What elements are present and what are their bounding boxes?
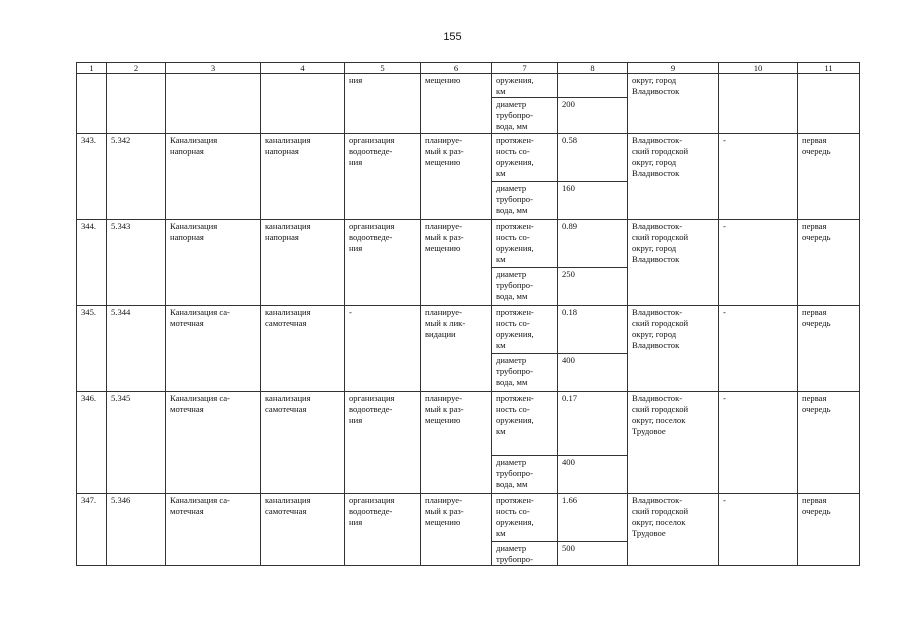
stage-cell: первая очередь: [798, 220, 860, 306]
characteristic-label: диаметр трубопро- вода, мм: [492, 354, 558, 392]
purpose-cell: организация водоотведе- ния: [345, 392, 421, 494]
number-cell: 343.: [77, 134, 107, 220]
stage-cell: первая очередь: [798, 392, 860, 494]
location-cell: округ, город Владивосток: [628, 74, 719, 134]
characteristic-value: 0.58: [558, 134, 628, 182]
location-cell: Владивосток- ский городской округ, город Владивосток: [628, 306, 719, 392]
table-row: [77, 392, 860, 456]
column-10-cell: -: [719, 134, 798, 220]
characteristic-value: 400: [558, 456, 628, 494]
name-cell: Канализация са- мотечная: [166, 494, 261, 566]
code-cell: 5.346: [107, 494, 166, 566]
characteristic-label: диаметр трубопро- вода, мм: [492, 182, 558, 220]
stage-cell: первая очередь: [798, 306, 860, 392]
continuation-row-length: [77, 74, 860, 98]
status-cell: планируе- мый к раз- мещению: [421, 494, 492, 566]
name-cell: Канализация напорная: [166, 220, 261, 306]
characteristic-label: протяжен- ность со- оружения, км: [492, 494, 558, 542]
characteristic-label: диаметр трубопро- вода, мм: [492, 268, 558, 306]
name-cell: Канализация са- мотечная: [166, 306, 261, 392]
page-number: 155: [443, 31, 462, 43]
column-number: 9: [628, 63, 719, 74]
status-cell: планируе- мый к раз- мещению: [421, 220, 492, 306]
column-number: 3: [166, 63, 261, 74]
table-row: [77, 306, 860, 354]
type-cell: канализация самотечная: [261, 494, 345, 566]
number-cell: 346.: [77, 392, 107, 494]
number-cell: 345.: [77, 306, 107, 392]
characteristic-value: 0.89: [558, 220, 628, 268]
code-cell: 5.345: [107, 392, 166, 494]
characteristic-label: протяжен- ность со- оружения, км: [492, 134, 558, 182]
type-cell: [261, 74, 345, 134]
purpose-cell: -: [345, 306, 421, 392]
type-cell: канализация самотечная: [261, 392, 345, 494]
characteristic-label: диаметр трубопро- вода, мм: [492, 456, 558, 494]
name-cell: Канализация напорная: [166, 134, 261, 220]
column-number: 11: [798, 63, 860, 74]
characteristic-value: 400: [558, 354, 628, 392]
column-number: 6: [421, 63, 492, 74]
location-cell: Владивосток- ский городской округ, поселок Трудовое: [628, 494, 719, 566]
column-10-cell: -: [719, 494, 798, 566]
number-cell: 347.: [77, 494, 107, 566]
stage-cell: [798, 74, 860, 134]
characteristic-value: 0.17: [558, 392, 628, 456]
name-cell: Канализация са- мотечная: [166, 392, 261, 494]
name-cell: [166, 74, 261, 134]
column-number-header-row: [77, 63, 860, 74]
characteristic-label: диаметр трубопро- вода, мм: [492, 98, 558, 134]
stage-cell: первая очередь: [798, 494, 860, 566]
objects-table: [76, 62, 860, 566]
status-cell: планируе- мый к лик- видации: [421, 306, 492, 392]
characteristic-value: 0.18: [558, 306, 628, 354]
type-cell: канализация напорная: [261, 134, 345, 220]
characteristic-label: оружения, км: [492, 74, 558, 98]
column-10-cell: -: [719, 392, 798, 494]
code-cell: 5.343: [107, 220, 166, 306]
table-row: [77, 494, 860, 542]
characteristic-label: протяжен- ность со- оружения, км: [492, 392, 558, 456]
characteristic-value: [558, 74, 628, 98]
characteristic-value: 200: [558, 98, 628, 134]
column-number: 4: [261, 63, 345, 74]
column-number: 5: [345, 63, 421, 74]
purpose-cell: организация водоотведе- ния: [345, 134, 421, 220]
type-cell: канализация самотечная: [261, 306, 345, 392]
code-cell: [107, 74, 166, 134]
location-cell: Владивосток- ский городской округ, город Владивосток: [628, 134, 719, 220]
characteristic-value: 1.66: [558, 494, 628, 542]
status-cell: планируе- мый к раз- мещению: [421, 134, 492, 220]
column-10-cell: -: [719, 306, 798, 392]
characteristic-label: протяжен- ность со- оружения, км: [492, 220, 558, 268]
table-row: [77, 220, 860, 268]
purpose-cell: организация водоотведе- ния: [345, 220, 421, 306]
characteristic-value: 250: [558, 268, 628, 306]
status-cell: планируе- мый к раз- мещению: [421, 392, 492, 494]
characteristic-value: 160: [558, 182, 628, 220]
number-cell: 344.: [77, 220, 107, 306]
code-cell: 5.342: [107, 134, 166, 220]
column-number: 7: [492, 63, 558, 74]
column-number: 2: [107, 63, 166, 74]
column-number: 8: [558, 63, 628, 74]
type-cell: канализация напорная: [261, 220, 345, 306]
purpose-cell: ния: [345, 74, 421, 134]
column-number: 1: [77, 63, 107, 74]
column-10-cell: [719, 74, 798, 134]
column-number: 10: [719, 63, 798, 74]
location-cell: Владивосток- ский городской округ, поселок Трудовое: [628, 392, 719, 494]
column-10-cell: -: [719, 220, 798, 306]
characteristic-value: 500: [558, 542, 628, 566]
location-cell: Владивосток- ский городской округ, город Владивосток: [628, 220, 719, 306]
stage-cell: первая очередь: [798, 134, 860, 220]
table-row: [77, 134, 860, 182]
status-cell: мещению: [421, 74, 492, 134]
characteristic-label: диаметр трубопро-: [492, 542, 558, 566]
code-cell: 5.344: [107, 306, 166, 392]
characteristic-label: протяжен- ность со- оружения, км: [492, 306, 558, 354]
number-cell: [77, 74, 107, 134]
purpose-cell: организация водоотведе- ния: [345, 494, 421, 566]
